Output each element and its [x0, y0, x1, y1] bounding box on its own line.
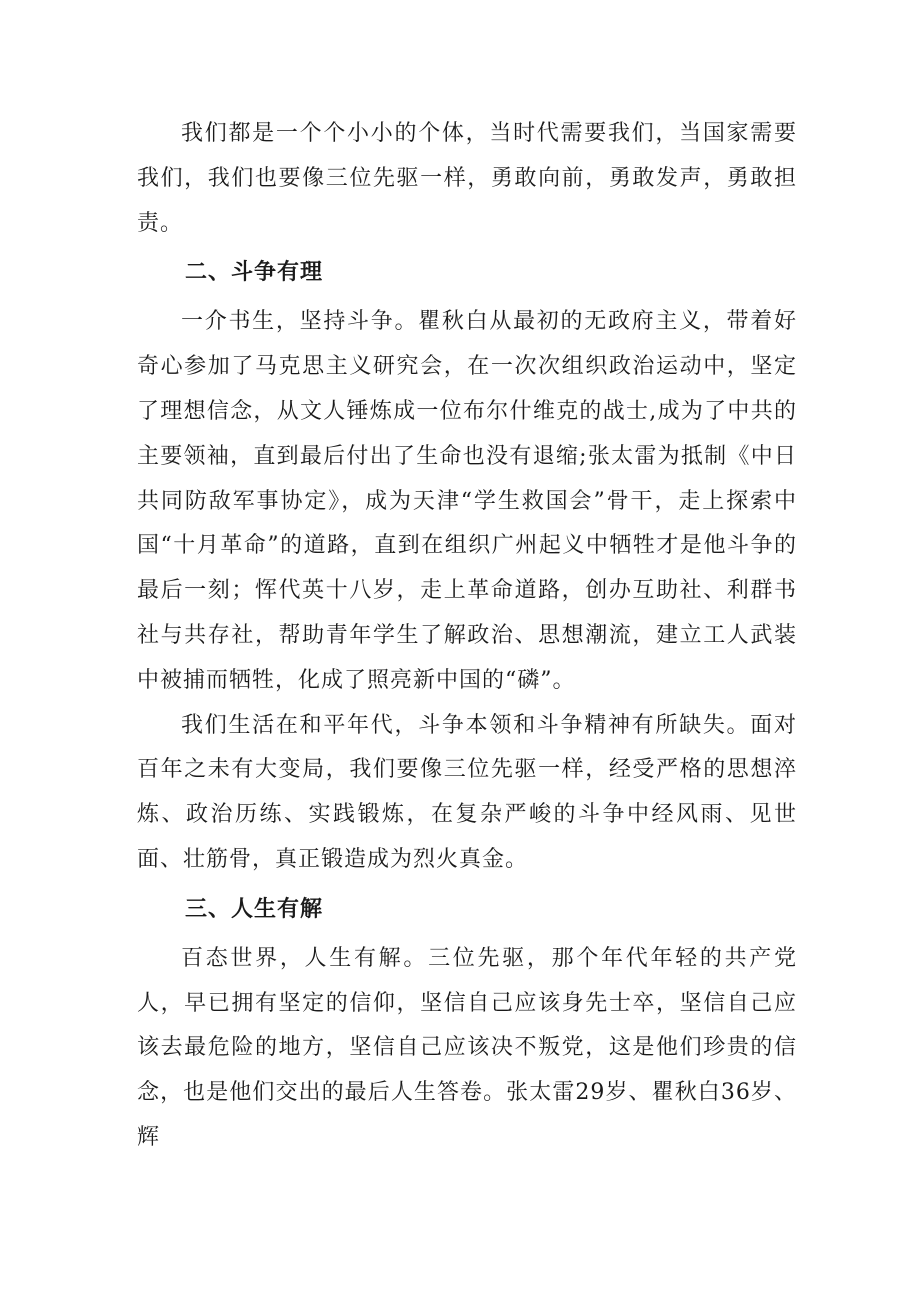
- section-heading-life: 三、人生有解: [185, 896, 324, 922]
- paragraph-life-answer: 百态世界，人生有解。三位先驱，那个年代年轻的共产党人，早已拥有坚定的信仰，坚信自己应该身先士卒，坚信自己应该去最危险的地方，坚信自己应该决不叛党，这是他们珍贵的信念，也是他们交出的最后人生答卷。张太雷29岁、瞿秋白36岁、辉: [137, 945, 797, 1150]
- paragraph-struggle-today: 我们生活在和平年代，斗争本领和斗争精神有所缺失。面对百年之未有大变局，我们要像三位先驱一样，经受严格的思想淬炼、政治历练、实践锻炼，在复杂严峻的斗争中经风雨、见世面、壮筋骨，真正锻造成为烈火真金。: [137, 712, 797, 872]
- section-heading-struggle: 二、斗争有理: [185, 260, 324, 286]
- paragraph-individual-responsibility: 我们都是一个个小小的个体，当时代需要我们，当国家需要我们，我们也要像三位先驱一样，勇敢向前，勇敢发声，勇敢担责。: [137, 121, 797, 236]
- document-body: [137, 112, 797, 1161]
- paragraph-struggle-history: 一介书生，坚持斗争。瞿秋白从最初的无政府主义，带着好奇心参加了马克思主义研究会，在一次次组织政治运动中，坚定了理想信念，从文人锤炼成一位布尔什维克的战士,成为了中共的主要领袖，直到最后付出了生命也没有退缩;张太雷为抵制《中日共同防敌军事协定》，成为天津“学生救国会”骨干，走上探索中国“十月革命”的道路，直到在组织广州起义中牺牲才是他斗争的最后一刻；恽代英十八岁，走上革命道路，创办互助社、利群书社与共存社，帮助青年学生了解政治、思想潮流，建立工人武装中被捕而牺牲，化成了照亮新中国的“磷”。: [137, 309, 797, 693]
